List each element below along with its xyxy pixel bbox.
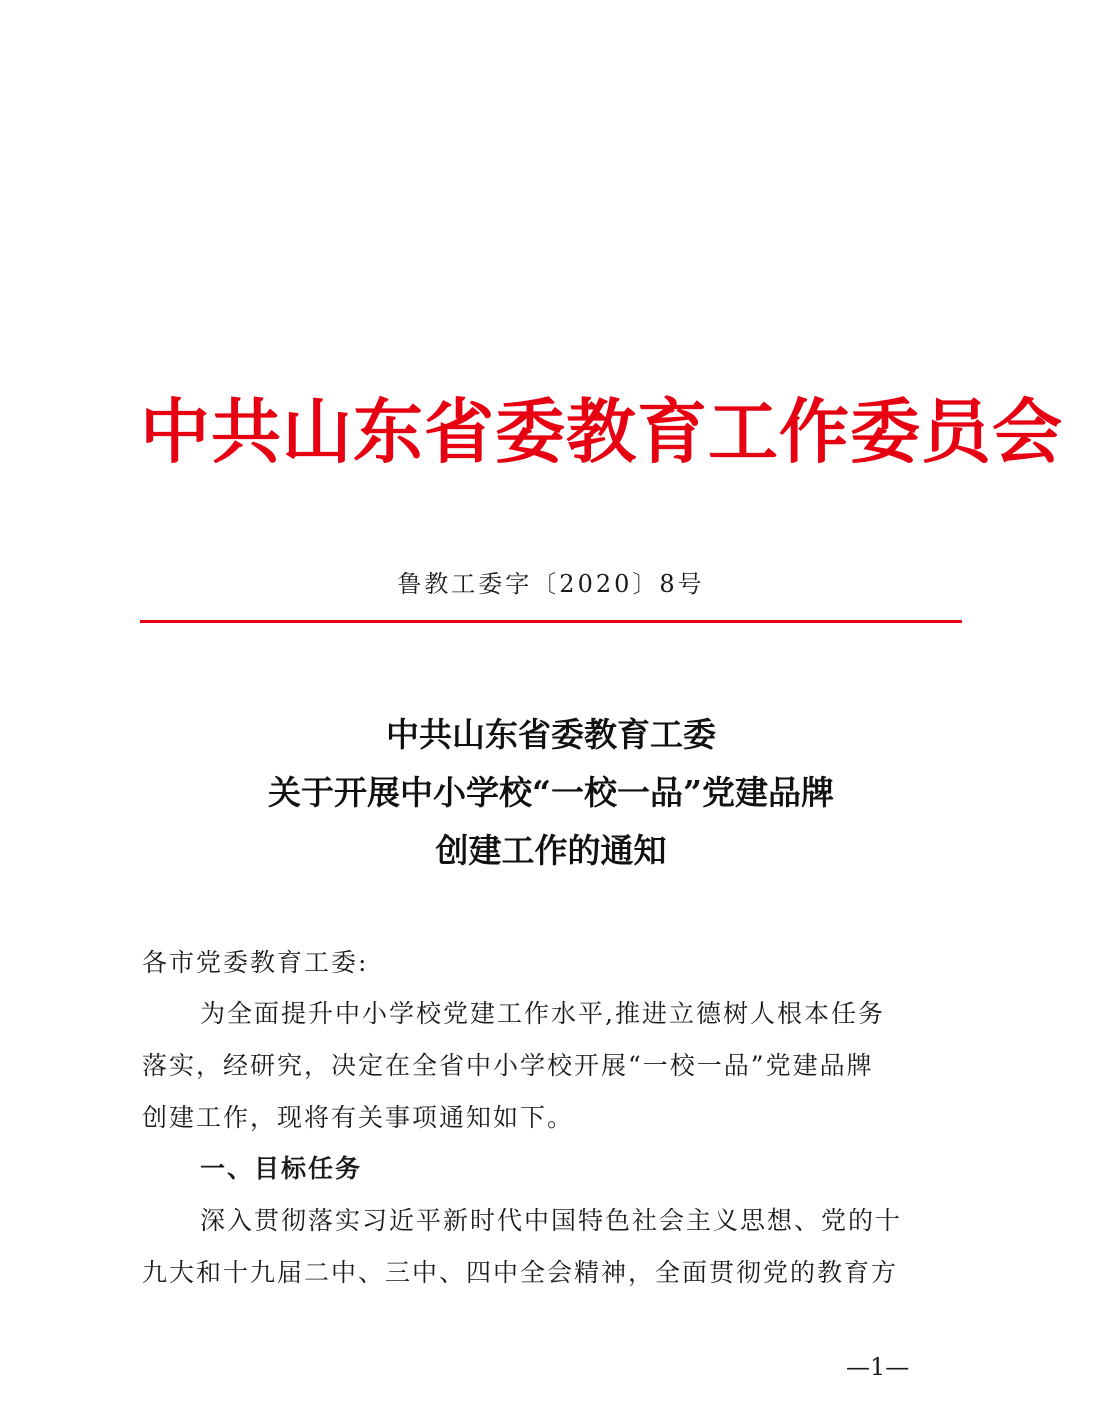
paragraph-line: 深入贯彻落实习近平新时代中国特色社会主义思想、党的十 xyxy=(200,1206,903,1235)
section-heading-goals: 一、目标任务 xyxy=(200,1154,363,1183)
title-line-1: 中共山东省委教育工委 xyxy=(386,715,716,754)
red-divider-line xyxy=(140,620,962,623)
paragraph-line: 创建工作，现将有关事项通知如下。 xyxy=(142,1103,575,1132)
notice-title xyxy=(140,706,962,880)
paragraph-intro xyxy=(142,988,960,1144)
paragraph-line: 为全面提升中小学校党建工作水平,推进立德树人根本任务 xyxy=(200,999,885,1028)
title-line-2: 关于开展中小学校“一校一品”党建品牌 xyxy=(268,773,834,812)
paragraph-line: 九大和十九届二中、三中、四中全会精神，全面贯彻党的教育方 xyxy=(142,1258,899,1287)
issuer-header: 中共山东省委教育工作委员会 xyxy=(140,391,1063,473)
paragraph-goals xyxy=(142,1195,960,1299)
salutation: 各市党委教育工委: xyxy=(142,948,369,977)
title-line-3: 创建工作的通知 xyxy=(435,831,667,870)
paragraph-line: 落实，经研究，决定在全省中小学校开展“一校一品”党建品牌 xyxy=(142,1051,874,1080)
document-number: 鲁教工委字〔2020〕8号 xyxy=(397,570,705,598)
page-number: —1— xyxy=(846,1353,910,1381)
